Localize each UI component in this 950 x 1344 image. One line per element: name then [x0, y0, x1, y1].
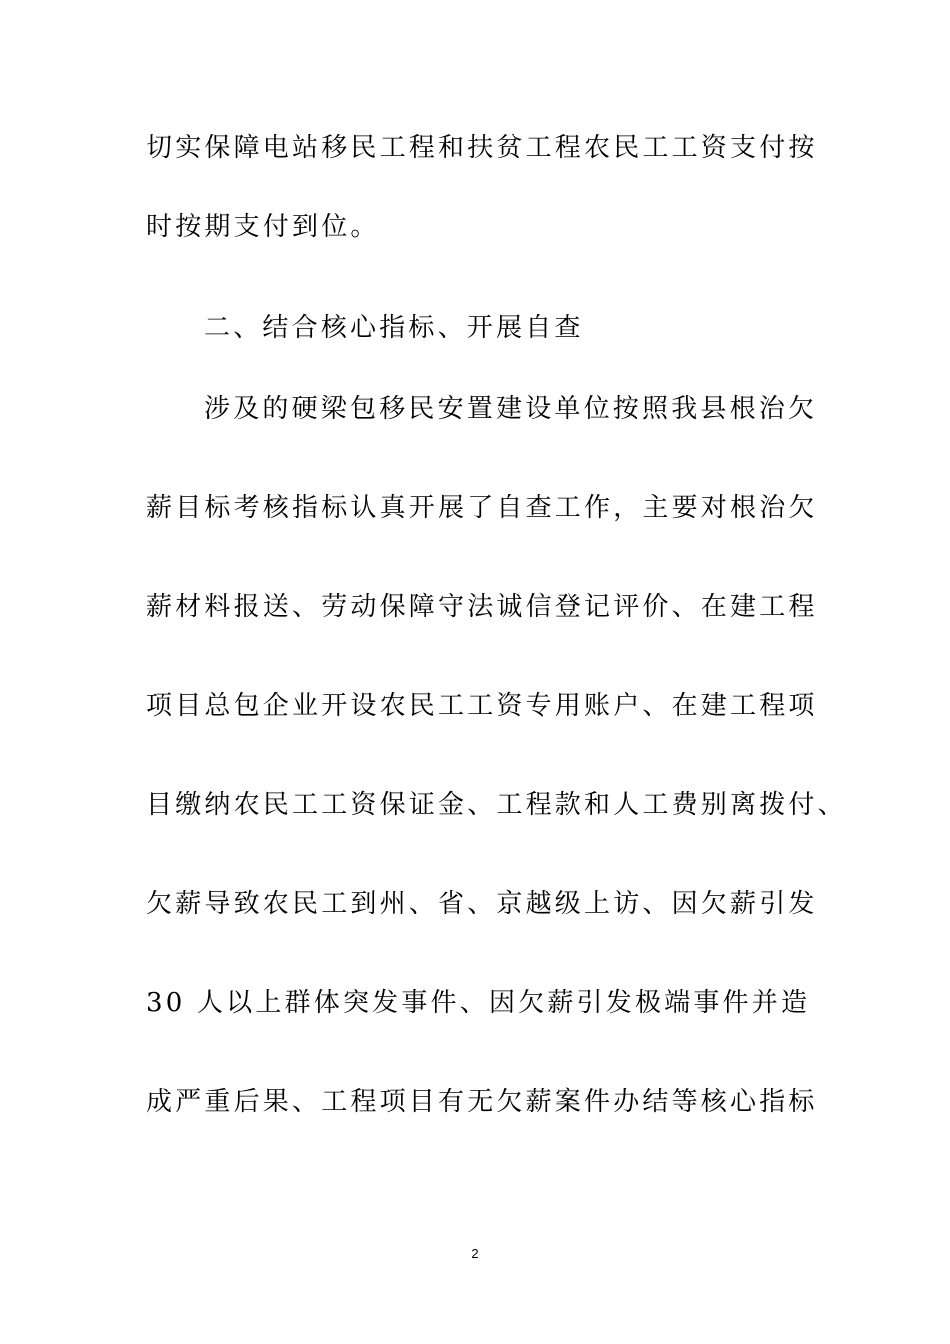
page-number: 2 [471, 1246, 479, 1261]
body-text-line: 薪材料报送、劳动保障守法诚信登记评价、在建工程 [146, 592, 818, 622]
body-text-line: 成严重后果、工程项目有无欠薪案件办结等核心指标 [146, 1087, 818, 1117]
body-text-line: 项目总包企业开设农民工工资专用账户、在建工程项 [146, 691, 818, 721]
body-text-line: 切实保障电站移民工程和扶贫工程农民工工资支付按 [146, 133, 818, 163]
body-text-line: 时按期支付到位。 [146, 212, 380, 242]
section-heading: 二、结合核心指标、开展自查 [204, 313, 584, 343]
body-text-line: 欠薪导致农民工到州、省、京越级上访、因欠薪引发 [146, 889, 818, 919]
body-text-line: 目缴纳农民工工资保证金、工程款和人工费别离拨付、 [146, 790, 847, 820]
body-text-line: 薪目标考核指标认真开展了自查工作，主要对根治欠 [146, 493, 818, 523]
paragraph-first-line: 涉及的硬梁包移民安置建设单位按照我县根治欠 [204, 394, 818, 424]
body-text-line: 30 人以上群体突发事件、因欠薪引发极端事件并造 [146, 988, 811, 1018]
